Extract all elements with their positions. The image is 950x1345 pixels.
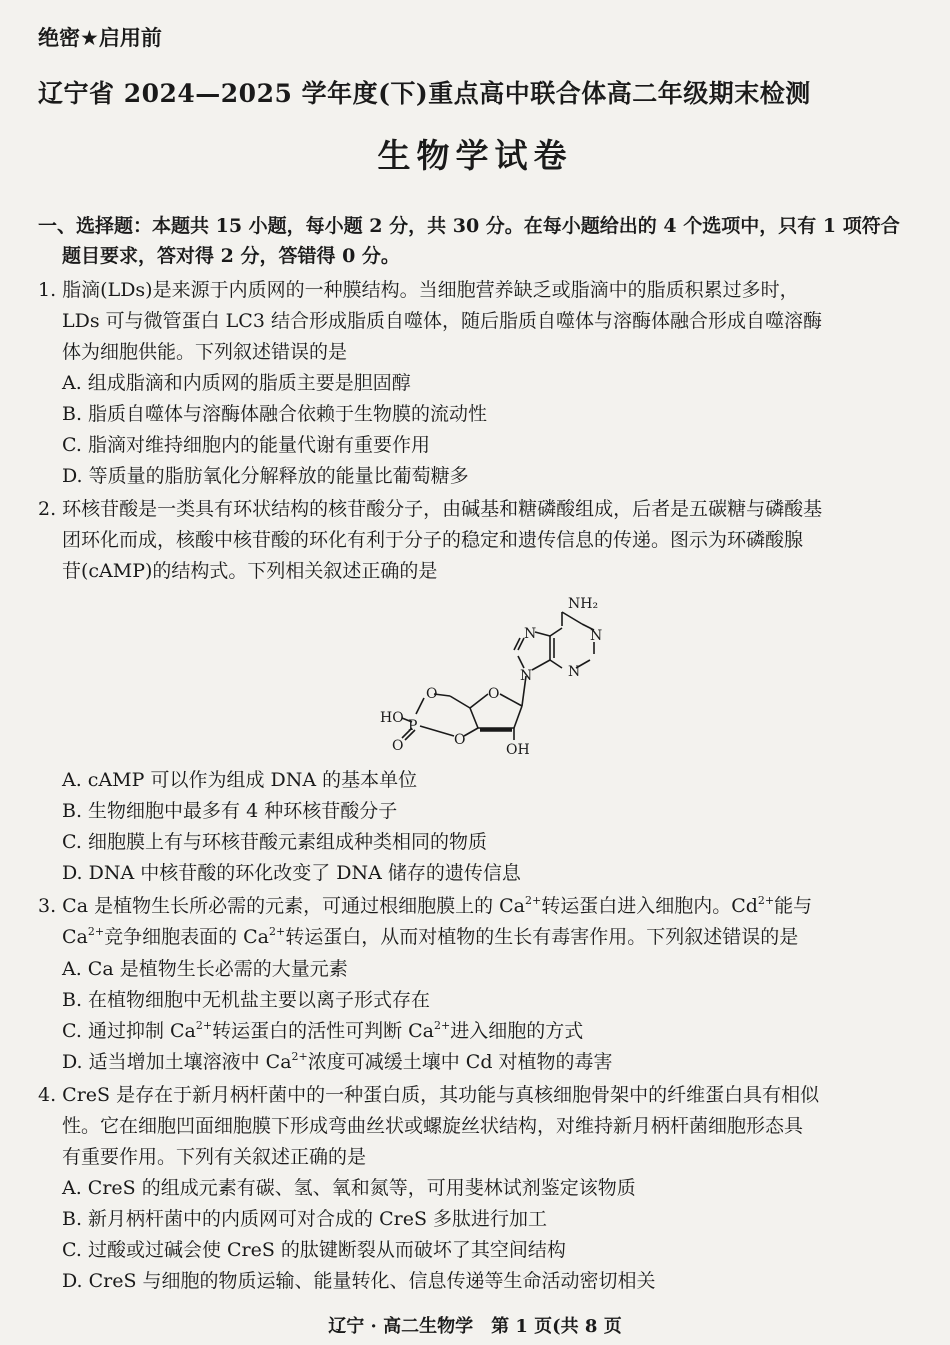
ester-oxygen-3-label: O — [454, 732, 466, 748]
q4-stem-line2: 性。它在细胞凹面细胞膜下形成弯曲丝状或螺旋丝状结构，对维持新月柄杆菌细胞形态具 — [62, 1115, 804, 1137]
q4-option-c: C. 过酸或过碱会使 CreS 的肽键断裂从而破坏了其空间结构 — [62, 1239, 566, 1261]
ion-charge: 2+ — [269, 925, 286, 938]
n3-label: N — [568, 664, 581, 680]
q1-stem-line1: 1. 脂滴(LDs)是来源于内质网的一种膜结构。当细胞营养缺乏或脂滴中的脂质积累过多时， — [38, 279, 799, 301]
section-instructions-line2: 题目要求，答对得 2 分，答错得 0 分。 — [62, 245, 400, 267]
phosphoryl-oxygen-label: O — [392, 738, 404, 754]
q2-option-d: D. DNA 中核苷酸的环化改变了 DNA 储存的遗传信息 — [62, 862, 521, 884]
ion-charge: 2+ — [87, 925, 105, 938]
q4-option-d: D. CreS 与细胞的物质运输、能量转化、信息传递等生命活动密切相关 — [62, 1270, 656, 1292]
q3-option-a: A. Ca 是植物生长必需的大量元素 — [62, 958, 348, 980]
q4-stem-line1: 4. CreS 是存在于新月柄杆菌中的一种蛋白质，其功能与真核细胞骨架中的纤维蛋白具有相似 — [38, 1084, 820, 1106]
camp-structure-figure — [372, 590, 632, 770]
n9-label: N — [520, 668, 533, 684]
n1-label: N — [590, 628, 603, 644]
amino-group-label: NH₂ — [568, 596, 599, 612]
hydroxyl-p-label: HO — [380, 710, 404, 726]
q3-option-c — [62, 1017, 583, 1045]
n7-label: N — [524, 626, 537, 642]
camp-structural-formula — [372, 590, 632, 770]
q3-option-c-text-2: 转运蛋白的活性可判断 Ca — [212, 1020, 434, 1042]
q3-option-c-text-3: 进入细胞的方式 — [450, 1020, 584, 1042]
page-footer: 辽宁 · 高二生物学 第 1 页(共 8 页 — [328, 1316, 622, 1337]
ion-charge: 2+ — [291, 1050, 308, 1063]
q3-stem-line1 — [38, 892, 812, 920]
q4-stem-line3: 有重要作用。下列有关叙述正确的是 — [62, 1146, 367, 1168]
phosphorus-label: P — [408, 718, 418, 734]
ring-oxygen-label: O — [488, 686, 500, 702]
q3-stem-text-1: 3. Ca 是植物生长所必需的元素，可通过根细胞膜上的 Ca — [38, 895, 525, 917]
ion-charge: 2+ — [524, 894, 542, 907]
ion-charge: 2+ — [757, 894, 775, 907]
q3-option-d-text-1: D. 适当增加土壤溶液中 Ca — [62, 1051, 292, 1073]
q3-stem-text-6: 转运蛋白，从而对植物的生长有毒害作用。下列叙述错误的是 — [285, 926, 799, 948]
subject-title: 生物学试卷 — [377, 136, 573, 175]
q3-option-d-text-2: 浓度可减缓土壤中 Cd 对植物的毒害 — [307, 1051, 613, 1073]
q2-option-c: C. 细胞膜上有与环核苷酸元素组成种类相同的物质 — [62, 831, 487, 853]
q2-option-b: B. 生物细胞中最多有 4 种环核苷酸分子 — [62, 800, 398, 822]
q2-stem-line2: 团环化而成，核酸中核苷酸的环化有利于分子的稳定和遗传信息的传递。图示为环磷酸腺 — [62, 529, 804, 551]
hydroxyl-2-label: OH — [506, 742, 530, 758]
section-instructions-line1: 一、选择题：本题共 15 小题，每小题 2 分，共 30 分。在每小题给出的 4 个选项中，只有 1 项符合 — [38, 215, 900, 237]
q2-stem-line1: 2. 环核苷酸是一类具有环状结构的核苷酸分子，由碱基和糖磷酸组成，后者是五碳糖与磷酸基 — [38, 498, 823, 520]
q3-stem-text-4: Ca — [62, 926, 88, 948]
q1-option-d: D. 等质量的脂肪氧化分解释放的能量比葡萄糖多 — [62, 465, 469, 487]
ester-oxygen-5-label: O — [426, 686, 438, 702]
q1-option-c: C. 脂滴对维持细胞内的能量代谢有重要作用 — [62, 434, 430, 456]
q4-option-a: A. CreS 的组成元素有碳、氢、氧和氮等，可用斐林试剂鉴定该物质 — [62, 1177, 636, 1199]
q3-option-c-text-1: C. 通过抑制 Ca — [62, 1020, 196, 1042]
q1-stem-line3: 体为细胞供能。下列叙述错误的是 — [62, 341, 348, 363]
q3-option-b: B. 在植物细胞中无机盐主要以离子形式存在 — [62, 989, 431, 1011]
q2-option-a: A. cAMP 可以作为组成 DNA 的基本单位 — [62, 769, 418, 791]
q3-stem-text-3: 能与 — [774, 895, 813, 917]
confidential-label: 绝密★启用前 — [38, 26, 162, 50]
q1-stem-line2: LDs 可与微管蛋白 LC3 结合形成脂质自噬体，随后脂质自噬体与溶酶体融合形成自噬溶酶 — [62, 310, 822, 332]
q4-option-b: B. 新月柄杆菌中的内质网可对合成的 CreS 多肽进行加工 — [62, 1208, 548, 1230]
exam-title: 辽宁省 2024—2025 学年度(下)重点高中联合体高二年级期末检测 — [38, 79, 811, 108]
q3-stem-text-2: 转运蛋白进入细胞内。Cd — [541, 895, 758, 917]
q1-option-b: B. 脂质自噬体与溶酶体融合依赖于生物膜的流动性 — [62, 403, 488, 425]
q2-stem-line3: 苷(cAMP)的结构式。下列相关叙述正确的是 — [62, 560, 438, 582]
ion-charge: 2+ — [195, 1019, 213, 1032]
q1-option-a: A. 组成脂滴和内质网的脂质主要是胆固醇 — [62, 372, 411, 394]
ion-charge: 2+ — [433, 1019, 451, 1032]
q3-stem-line2 — [62, 923, 798, 951]
q3-stem-text-5: 竞争细胞表面的 Ca — [104, 926, 269, 948]
q3-option-d — [62, 1048, 613, 1076]
